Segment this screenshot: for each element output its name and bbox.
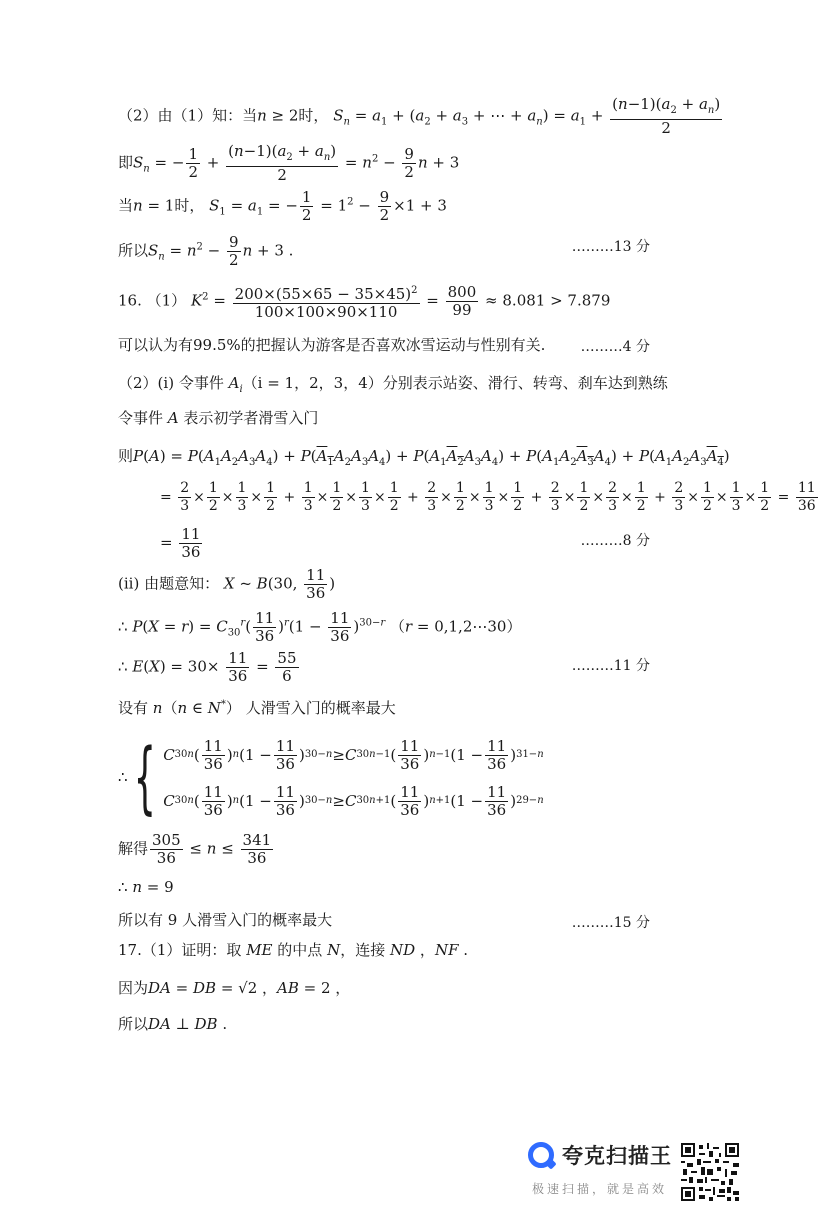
q16-n-result: ∴ n = 9 — [118, 878, 174, 896]
q16-prob-result: = $\frac{11}{36}$ — [160, 525, 201, 561]
q17-line1: 17.（1）证明：取 ME 的中点 N，连接 ND ，NF . — [118, 941, 469, 959]
score-mark: ………11 分 — [571, 658, 650, 674]
watermark-slogan: 极速扫描，就是高效 — [532, 1182, 668, 1196]
watermark-app-name: 夸克扫描王 — [562, 1144, 672, 1168]
q16-pmf-line: ∴ $P(X = r) = C_{30}^r$( $\frac{11}{36}$ )$^r$(1 − $\frac{11}{36}$ )$^{30-r}$ （r = 0,1,2⋯30） — [118, 609, 522, 645]
quark-logo-icon — [528, 1142, 554, 1168]
q16-prob-expansion: = $\frac{2}{3}$ × $\frac{1}{2}$ × $\frac{1}{3}$ × $\frac{1}{2}$ + $\frac{1}{3}$ × $\frac{1}{2}$ × $\frac{1}{3}$ × $\frac{1}{2}$ + $\frac{2}{3}$ × $\frac{1}{2}$ × $\frac{1}{3}$ × $\frac{1}{2}$ + $\frac{2}{3}$ × $\frac{1}{2}$ × $\frac{2}{3}$ × $\frac{1}{2}$ + $\frac{2}{3}$ × $\frac{1}{2}$ × $\frac{1}{3}$ × $\frac{1}{2}$ = $\frac{11}{36}$ — [160, 480, 816, 514]
q16-part2-intro: （2）(i) 令事件 $A_i(i = 1$，2，3，4）分别表示站姿、滑行、转弯、刹车达到熟练 — [118, 374, 668, 395]
q17-line2: 因为DA = DB = √2 ，AB = 2 ， — [118, 979, 351, 997]
scanner-watermark — [528, 1140, 678, 1204]
q16-ii-line: (ii) 由题意知： X ~ B(30, $\frac{11}{36}$ ) — [118, 566, 336, 602]
q16-solve-line: 解得 $\frac{305}{36}$ ≤ n ≤ $\frac{341}{36}$ — [118, 831, 272, 867]
q15-n1-line: 当n = 1时， $S_1 = a_1$ = − $\frac{1}{2}$ = $1^2$ − $\frac{9}{2}$ ×1 + 3 — [118, 188, 447, 224]
q15-result-line: 所以$S_n = n^2$ − $\frac{9}{2}$ n + 3 . — [118, 233, 294, 269]
q16-let-line: 设有 n（n ∈ N*） 人滑雪入门的概率最大 — [118, 699, 396, 717]
q16-final-line: 所以有 9 人滑雪入门的概率最大 — [118, 911, 333, 929]
q16-prob-line: 则$P(A) = P(A_1A_2A_3A_4) + P(A_1A_2A_3A_4) + P(A_1A_2A_3A_4) + P(A_1A_2A_3A_4) + P(A_1A_2A_3A_4)$ — [118, 447, 730, 468]
q16-inequality-system: ∴{ C 30 n ( $\frac{11}{36}$ ) n (1 − $\frac{11}{36}$ ) 30−n ≥ C 30 n−1 ( $\frac{11}{36}$ ) n−1 (1 − $\frac{11}{36}$ ) 31−n C 30 n ( $\frac{11}{36}$ ) n (1 − $\frac{11}{36}$ ) 30−n ≥ C 30 n+1 ( $\frac{11}{36}$ ) n+1 (1 − $\frac{11}{36}$ ) 29−n — [118, 733, 544, 823]
q16-conclusion: 可以认为有99.5%的把握认为游客是否喜欢冰雪运动与性别有关. — [118, 336, 546, 354]
q16-expect-line: ∴ E(X) = 30× $\frac{11}{36}$ = $\frac{55}{6}$ — [118, 649, 297, 685]
q15-part2-line: （2）由（1）知：当n ≥ 2时， $S_n = a_1 + (a_2 + a_3$ + ⋯ + $a_n) = a_1$ + $\frac{(n-1)(a_2 + a_n)}{2}$ — [118, 95, 721, 137]
score-mark: ………15 分 — [571, 915, 650, 931]
score-mark: ………4 分 — [580, 339, 650, 355]
q15-sn-line: 即$S_n$ = − $\frac{1}{2}$ + $\frac{(n-1)(a_2 + a_n)}{2}$ = $n^2$ − $\frac{9}{2}$ n + 3 — [118, 142, 460, 184]
q16-event-line: 令事件 A 表示初学者滑雪入门 — [118, 409, 319, 427]
q16-k2-line: 16. （1） $K^2$ = $\frac{200\times(55\times 65 - 35\times 45)^2}{100\times 100\times 90\times 110}$ = $\frac{800}{99}$ ≈ 8.081 > 7.879 — [118, 283, 611, 321]
score-mark: ………13 分 — [571, 239, 650, 255]
score-mark: ………8 分 — [580, 533, 650, 549]
q17-line3: 所以DA ⊥ DB . — [118, 1015, 228, 1033]
qr-code-icon — [681, 1143, 739, 1201]
